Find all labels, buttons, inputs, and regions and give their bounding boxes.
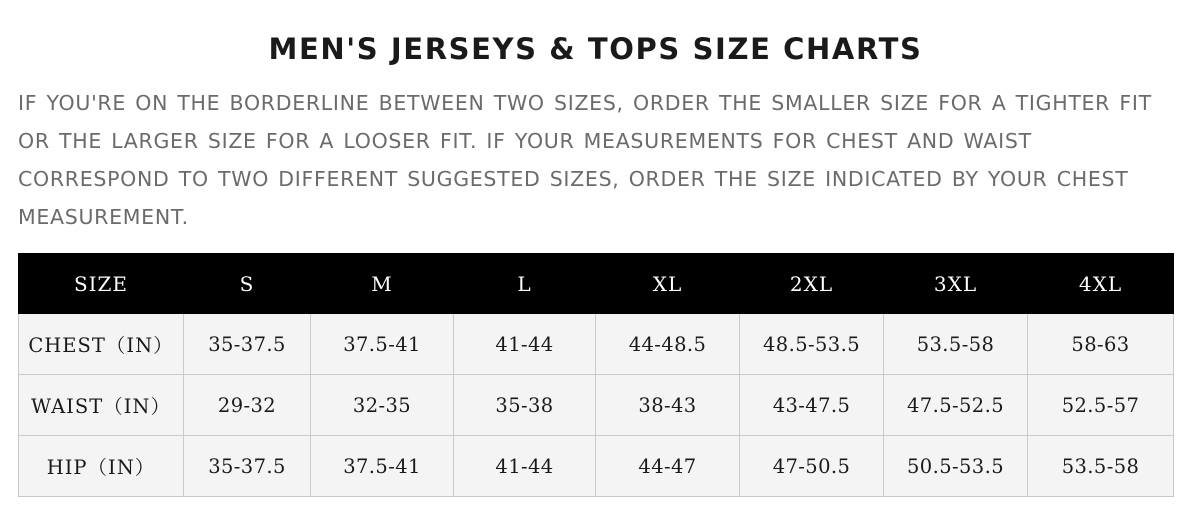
column-header-s: S [184, 254, 311, 314]
row-label-chest: CHEST（IN） [19, 314, 184, 375]
cell-hip-2xl: 47-50.5 [740, 436, 884, 497]
table-row [19, 375, 1174, 436]
table-header [19, 254, 1174, 314]
cell-hip-m: 37.5-41 [311, 436, 454, 497]
cell-waist-l: 35-38 [454, 375, 596, 436]
cell-hip-3xl: 50.5-53.5 [884, 436, 1028, 497]
cell-chest-xl: 44-48.5 [596, 314, 740, 375]
cell-hip-s: 35-37.5 [184, 436, 311, 497]
cell-waist-m: 32-35 [311, 375, 454, 436]
cell-waist-s: 29-32 [184, 375, 311, 436]
table-row [19, 314, 1174, 375]
column-header-4xl: 4XL [1028, 254, 1174, 314]
intro-paragraph: IF YOU'RE ON THE BORDERLINE BETWEEN TWO SIZES, ORDER THE SMALLER SIZE FOR A TIGHTER FIT OR THE LARGER SIZE FOR A LOOSER FIT. IF YOUR MEASUREMENTS FOR CHEST AND WAIST CORRESPOND TO TWO DIFFERENT SUGGESTED SIZES, ORDER THE SIZE INDICATED BY YOUR CHEST MEASUREMENT. [18, 91, 1152, 229]
column-header-2xl: 2XL [740, 254, 884, 314]
size-chart-table [18, 253, 1174, 497]
cell-chest-l: 41-44 [454, 314, 596, 375]
cell-hip-xl: 44-47 [596, 436, 740, 497]
cell-chest-s: 35-37.5 [184, 314, 311, 375]
size-chart-table-wrapper [18, 253, 1173, 497]
cell-chest-4xl: 58-63 [1028, 314, 1174, 375]
cell-waist-4xl: 52.5-57 [1028, 375, 1174, 436]
cell-chest-m: 37.5-41 [311, 314, 454, 375]
cell-waist-3xl: 47.5-52.5 [884, 375, 1028, 436]
cell-chest-3xl: 53.5-58 [884, 314, 1028, 375]
column-header-m: M [311, 254, 454, 314]
page-title: MEN'S JERSEYS & TOPS SIZE CHARTS [268, 32, 923, 66]
table-body [19, 314, 1174, 497]
cell-hip-l: 41-44 [454, 436, 596, 497]
cell-waist-2xl: 43-47.5 [740, 375, 884, 436]
column-header-size: SIZE [19, 254, 184, 314]
cell-waist-xl: 38-43 [596, 375, 740, 436]
table-header-row [19, 254, 1174, 314]
column-header-xl: XL [596, 254, 740, 314]
row-label-waist: WAIST（IN） [19, 375, 184, 436]
cell-chest-2xl: 48.5-53.5 [740, 314, 884, 375]
column-header-3xl: 3XL [884, 254, 1028, 314]
row-label-hip: HIP（IN） [19, 436, 184, 497]
table-row [19, 436, 1174, 497]
cell-hip-4xl: 53.5-58 [1028, 436, 1174, 497]
column-header-l: L [454, 254, 596, 314]
